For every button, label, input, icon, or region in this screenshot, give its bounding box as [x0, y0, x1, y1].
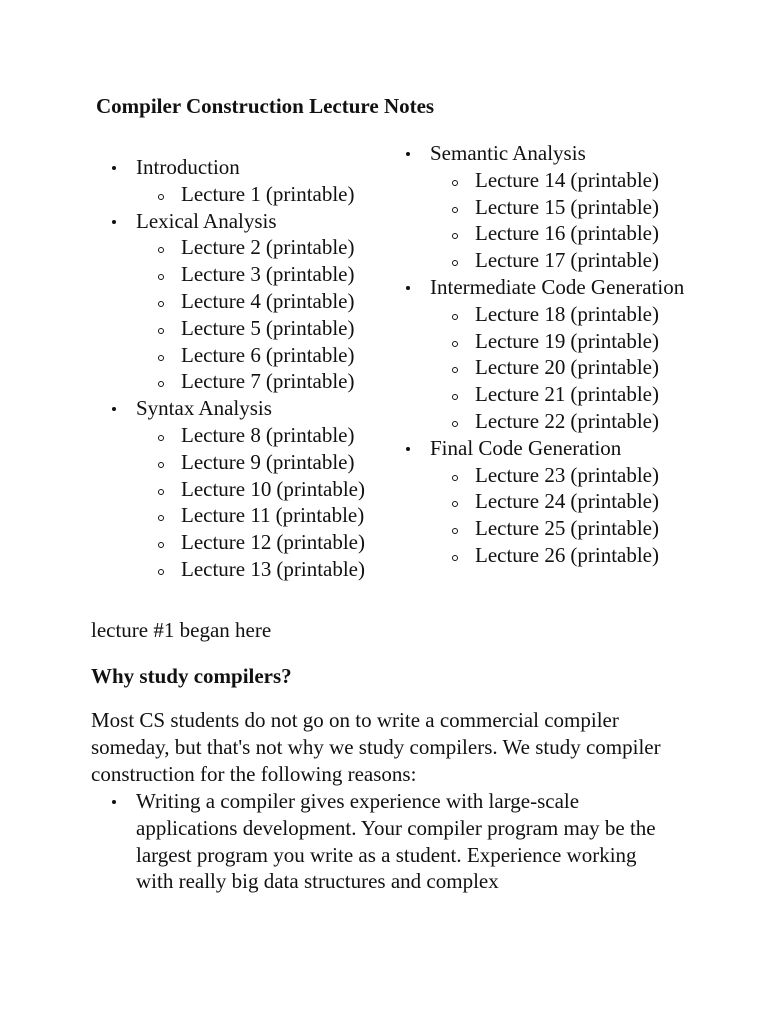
lecture-item-lecture-24 [452, 488, 706, 515]
lecture-list [136, 234, 402, 395]
lecture-item-lecture-23 [452, 462, 706, 489]
lecture-list [136, 181, 402, 208]
printable-link[interactable]: (printable) [570, 516, 659, 541]
printable-link[interactable]: (printable) [570, 194, 659, 219]
printable-link[interactable]: (printable) [265, 315, 355, 340]
circle-bullet-icon [452, 180, 458, 186]
printable-link[interactable]: (printable) [570, 167, 659, 192]
lecture-link[interactable]: Lecture 18 [475, 301, 566, 326]
circle-bullet-icon [452, 555, 458, 561]
section-heading: Why study compilers? [91, 664, 292, 688]
circle-bullet-icon [158, 328, 164, 334]
lecture-link[interactable]: Lecture 15 [475, 194, 566, 219]
lecture-link[interactable]: Lecture 4 [181, 288, 261, 313]
lecture-link[interactable]: Lecture 24 [475, 489, 566, 514]
topic-lexical-analysis [112, 208, 402, 396]
lecture-item-lecture-7 [158, 368, 402, 395]
topic-intermediate-code-generation [406, 274, 706, 435]
lecture-link[interactable]: Lecture 2 [181, 235, 261, 260]
circle-bullet-icon [158, 194, 164, 200]
printable-link[interactable]: (printable) [570, 462, 659, 487]
circle-bullet-icon [158, 462, 164, 468]
printable-link[interactable]: (printable) [570, 382, 659, 407]
circle-bullet-icon [452, 341, 458, 347]
circle-bullet-icon [158, 515, 164, 521]
lecture-list [136, 422, 402, 583]
lecture-marker: lecture #1 began here [91, 618, 272, 642]
lecture-item-lecture-3 [158, 261, 402, 288]
circle-bullet-icon [158, 274, 164, 280]
lecture-item-lecture-1 [158, 181, 402, 208]
lecture-item-lecture-21 [452, 381, 706, 408]
printable-link[interactable]: (printable) [265, 422, 355, 447]
printable-link[interactable]: (printable) [265, 369, 355, 394]
lecture-link[interactable]: Lecture 7 [181, 369, 261, 394]
lecture-list [430, 301, 706, 435]
lecture-link[interactable]: Lecture 6 [181, 342, 261, 367]
circle-bullet-icon [452, 314, 458, 320]
printable-link[interactable]: (printable) [570, 248, 659, 273]
circle-bullet-icon [158, 381, 164, 387]
lecture-item-lecture-26 [452, 542, 706, 569]
lecture-link[interactable]: Lecture 25 [475, 516, 566, 541]
lecture-item-lecture-17 [452, 247, 706, 274]
reasons-list [112, 788, 672, 895]
lecture-item-lecture-2 [158, 234, 402, 261]
topic-introduction [112, 154, 402, 208]
reason-text: Writing a compiler gives experience with large-scale applications development. Your compiler program may be the largest program you write as a student. Experience working with really big data structures and complex [136, 789, 656, 894]
lecture-link[interactable]: Lecture 23 [475, 462, 566, 487]
lecture-link[interactable]: Lecture 14 [475, 167, 566, 192]
lecture-item-lecture-9 [158, 449, 402, 476]
reason-item [112, 788, 672, 895]
bullet-icon [406, 152, 410, 156]
intro-paragraph: Most CS students do not go on to write a commercial compiler someday, but that's not why we study compilers. We study compiler construction for the following reasons: [91, 708, 661, 786]
lecture-item-lecture-12 [158, 529, 402, 556]
printable-link[interactable]: (printable) [265, 181, 355, 206]
lecture-item-lecture-10 [158, 476, 402, 503]
circle-bullet-icon [158, 435, 164, 441]
lecture-item-lecture-14 [452, 167, 706, 194]
circle-bullet-icon [452, 233, 458, 239]
printable-link[interactable]: (printable) [265, 342, 355, 367]
lecture-link[interactable]: Lecture 10 [181, 476, 272, 501]
circle-bullet-icon [452, 475, 458, 481]
bullet-icon [112, 220, 116, 224]
topic-syntax-analysis [112, 395, 402, 583]
lecture-item-lecture-16 [452, 220, 706, 247]
lecture-link[interactable]: Lecture 22 [475, 408, 566, 433]
topic-label: Semantic Analysis [430, 141, 586, 165]
lecture-link[interactable]: Lecture 3 [181, 262, 261, 287]
topic-label: Syntax Analysis [136, 396, 272, 421]
lecture-link[interactable]: Lecture 20 [475, 355, 566, 380]
circle-bullet-icon [452, 394, 458, 400]
printable-link[interactable]: (printable) [570, 489, 659, 514]
lecture-item-lecture-18 [452, 301, 706, 328]
lecture-item-lecture-25 [452, 515, 706, 542]
lecture-item-lecture-15 [452, 194, 706, 221]
lecture-item-lecture-13 [158, 556, 402, 583]
circle-bullet-icon [158, 355, 164, 361]
lecture-link[interactable]: Lecture 9 [181, 449, 261, 474]
page-title: Compiler Construction Lecture Notes [96, 94, 435, 118]
topic-label: Intermediate Code Generation [430, 274, 685, 299]
topic-list-right [406, 140, 706, 569]
lecture-link[interactable]: Lecture 12 [181, 530, 272, 555]
circle-bullet-icon [158, 489, 164, 495]
printable-link[interactable]: (printable) [276, 476, 365, 501]
lecture-item-lecture-8 [158, 422, 402, 449]
lecture-list [430, 462, 706, 569]
circle-bullet-icon [452, 421, 458, 427]
topic-semantic-analysis [406, 140, 706, 274]
lecture-link[interactable]: Lecture 13 [181, 556, 272, 581]
lecture-list [430, 167, 706, 274]
bullet-icon [112, 166, 116, 170]
lecture-link[interactable]: Lecture 1 [181, 181, 261, 206]
printable-link[interactable]: (printable) [265, 235, 355, 260]
circle-bullet-icon [452, 501, 458, 507]
printable-link[interactable]: (printable) [570, 408, 659, 433]
lecture-item-lecture-20 [452, 354, 706, 381]
topic-final-code-generation [406, 435, 706, 569]
lecture-link[interactable]: Lecture 8 [181, 422, 261, 447]
lecture-link[interactable]: Lecture 26 [475, 542, 566, 567]
bullet-icon [406, 447, 410, 451]
printable-link[interactable]: (printable) [275, 503, 365, 528]
topic-label: Lexical Analysis [136, 208, 277, 233]
circle-bullet-icon [452, 207, 458, 213]
printable-link[interactable]: (printable) [276, 556, 365, 581]
lecture-link[interactable]: Lecture 19 [475, 328, 566, 353]
lecture-link[interactable]: Lecture 11 [181, 503, 271, 528]
circle-bullet-icon [452, 260, 458, 266]
lecture-link[interactable]: Lecture 5 [181, 315, 261, 340]
lecture-item-lecture-19 [452, 328, 706, 355]
printable-link[interactable]: (printable) [265, 449, 355, 474]
topic-label: Introduction [136, 155, 240, 179]
printable-link[interactable]: (printable) [570, 542, 659, 567]
lecture-item-lecture-4 [158, 288, 402, 315]
printable-link[interactable]: (printable) [276, 530, 365, 555]
printable-link[interactable]: (printable) [265, 288, 355, 313]
bullet-icon [112, 407, 116, 411]
printable-link[interactable]: (printable) [570, 301, 659, 326]
circle-bullet-icon [158, 301, 164, 307]
lecture-link[interactable]: Lecture 16 [475, 221, 566, 246]
lecture-link[interactable]: Lecture 21 [475, 382, 566, 407]
lecture-item-lecture-11 [158, 502, 402, 529]
circle-bullet-icon [158, 569, 164, 575]
circle-bullet-icon [158, 247, 164, 253]
printable-link[interactable]: (printable) [570, 328, 659, 353]
topic-list-left [112, 154, 402, 583]
bullet-icon [112, 800, 116, 804]
lecture-item-lecture-6 [158, 342, 402, 369]
circle-bullet-icon [452, 367, 458, 373]
topic-label: Final Code Generation [430, 435, 622, 460]
printable-link[interactable]: (printable) [570, 221, 659, 246]
circle-bullet-icon [158, 542, 164, 548]
circle-bullet-icon [452, 528, 458, 534]
lecture-item-lecture-5 [158, 315, 402, 342]
printable-link[interactable]: (printable) [570, 355, 659, 380]
lecture-item-lecture-22 [452, 408, 706, 435]
lecture-link[interactable]: Lecture 17 [475, 248, 566, 273]
printable-link[interactable]: (printable) [265, 262, 355, 287]
bullet-icon [406, 286, 410, 290]
